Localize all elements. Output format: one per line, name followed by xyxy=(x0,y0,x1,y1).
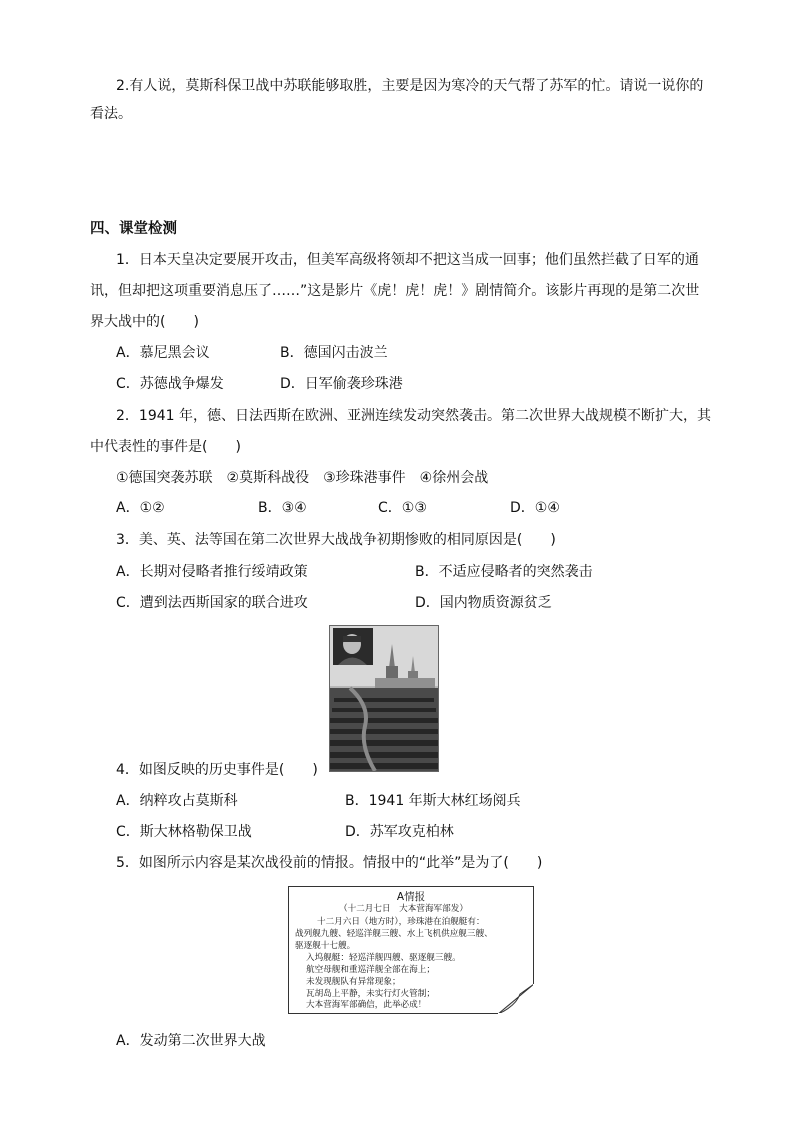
q3-line1: 3．美、英、法等国在第二次世界大战战争初期惨败的相同原因是( ) xyxy=(116,532,556,548)
q4-option-a: A．纳粹攻占莫斯科 xyxy=(116,793,238,809)
q1-line1: 1．日本天皇决定要展开攻击，但美军高级将领却不把这当成一回事；他们虽然拦截了日军的通 xyxy=(116,252,699,268)
q1-line2: 讯，但却把这项重要消息压了……”这是影片《虎！虎！虎！》剧情简介。该影片再现的是第二次世 xyxy=(90,283,700,299)
q-prev-line1: 2.有人说，莫斯科保卫战中苏联能够取胜，主要是因为寒冷的天气帮了苏军的忙。请说一说你的 xyxy=(116,78,704,94)
intel-line-1: （十二月七日 大本营海军部发） xyxy=(339,904,468,914)
q4-option-d: D．苏军攻克柏林 xyxy=(345,824,454,840)
intel-line-4: 驱逐舰十七艘。 xyxy=(295,941,356,951)
intel-line-9: 大本营海军部确信，此举必成！ xyxy=(306,1000,427,1010)
q1-line3: 界大战中的( ) xyxy=(90,314,199,330)
q1-option-b: B．德国闪击波兰 xyxy=(280,345,388,361)
q3-option-d: D．国内物质资源贫乏 xyxy=(415,595,552,611)
intel-line-5: 入坞舰艇：轻巡洋舰四艘、驱逐舰三艘。 xyxy=(306,953,461,963)
q-prev-line2: 看法。 xyxy=(90,106,132,122)
q2-line2: 中代表性的事件是( ) xyxy=(90,439,241,455)
intel-line-8: 瓦胡岛上平静，未实行灯火管制； xyxy=(306,989,435,999)
q3-option-b: B．不适应侵略者的突然袭击 xyxy=(415,564,593,580)
intel-line-7: 未发现舰队有异常现象； xyxy=(306,977,401,987)
q1-option-a: A．慕尼黑会议 xyxy=(116,345,210,361)
q2-items: ①德国突袭苏联 ②莫斯科战役 ③珍珠港事件 ④徐州会战 xyxy=(116,470,489,486)
intelligence-document xyxy=(288,886,534,1014)
intel-title: A情报 xyxy=(396,891,426,903)
q5-option-a: A．发动第二次世界大战 xyxy=(116,1033,266,1049)
q4-line1: 4．如图反映的历史事件是( ) xyxy=(116,762,318,778)
page-curl-icon xyxy=(498,984,534,1014)
intel-line-2: 十二月六日（地方时），珍珠港在泊舰艇有： xyxy=(317,917,485,927)
q3-option-c: C．遭到法西斯国家的联合进攻 xyxy=(116,595,308,611)
q2-line1: 2．1941 年，德、日法西斯在欧洲、亚洲连续发动突然袭击。第二次世界大战规模不断扩大，其 xyxy=(116,408,711,424)
q3-option-a: A．长期对侵略者推行绥靖政策 xyxy=(116,564,308,580)
q1-option-c: C．苏德战争爆发 xyxy=(116,376,224,392)
q2-option-c: C．①③ xyxy=(378,500,427,516)
q4-option-c: C．斯大林格勒保卫战 xyxy=(116,824,252,840)
q1-option-d: D．日军偷袭珍珠港 xyxy=(280,376,403,392)
q2-option-a: A．①② xyxy=(116,500,165,516)
intel-line-6: 航空母舰和重巡洋舰全部在海上； xyxy=(306,965,435,975)
section-heading: 四、课堂检测 xyxy=(90,221,177,237)
red-square-parade-photo xyxy=(329,625,439,772)
intel-line-3: 战列舰九艘、轻巡洋舰三艘、水上飞机供应舰三艘、 xyxy=(295,929,493,939)
q5-line1: 5．如图所示内容是某次战役前的情报。情报中的“此举”是为了( ) xyxy=(116,855,543,871)
q2-option-d: D．①④ xyxy=(510,500,560,516)
q4-option-b: B．1941 年斯大林红场阅兵 xyxy=(345,793,521,809)
q2-option-b: B．③④ xyxy=(258,500,307,516)
